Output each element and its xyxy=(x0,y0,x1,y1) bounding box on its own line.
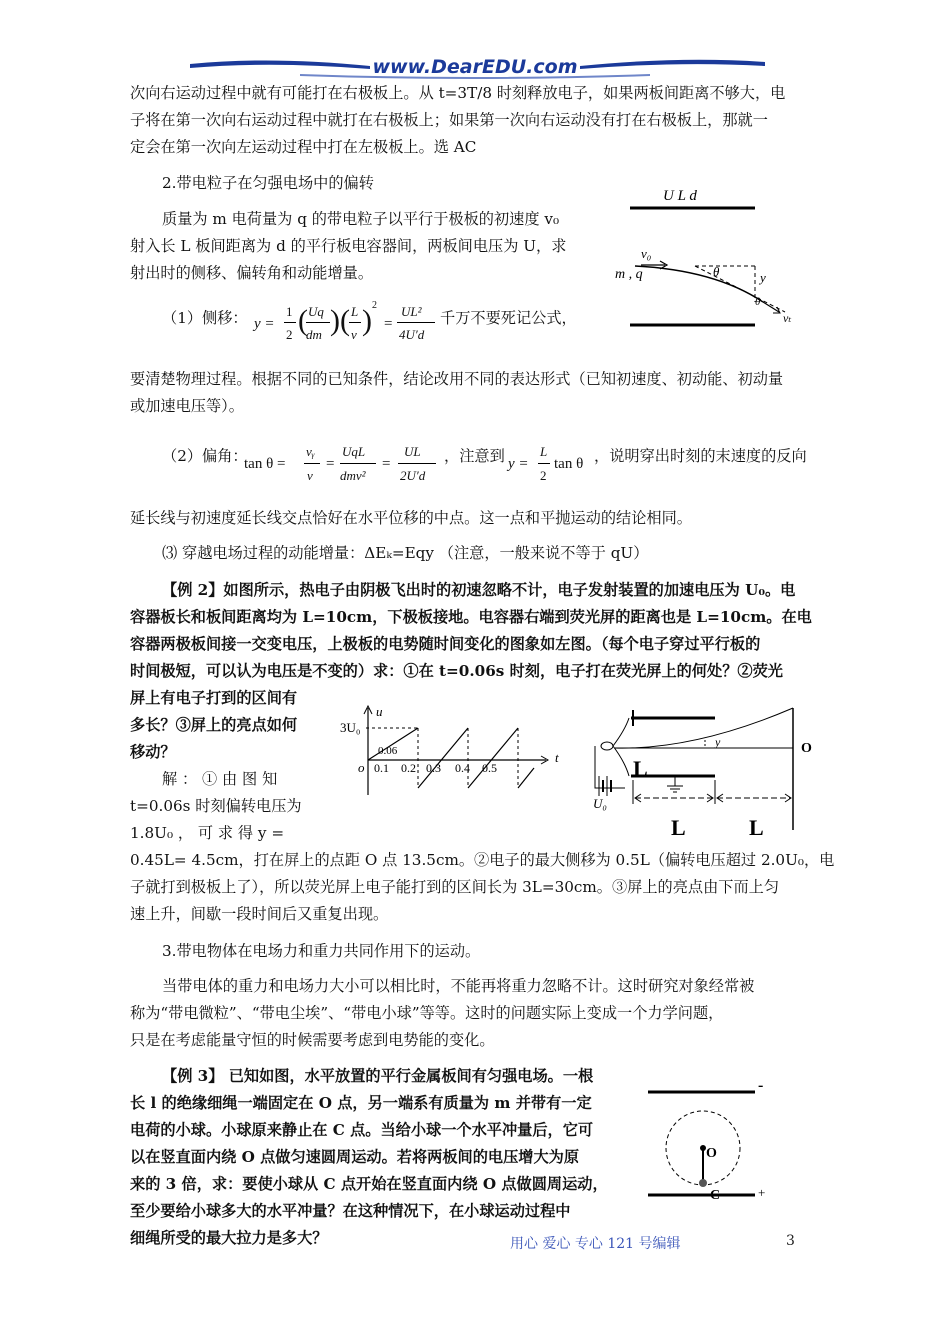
x-tick-label: 0.3 xyxy=(426,761,441,775)
example2-line: 移动？ xyxy=(130,743,176,761)
O-label: O xyxy=(706,1146,717,1161)
y-axis-label: u xyxy=(376,704,383,719)
item2-mid: ，注意到 xyxy=(444,447,505,465)
x-tick-label: 0.5 xyxy=(482,761,497,775)
C-label: C xyxy=(710,1188,721,1203)
v0-label: v₀ xyxy=(641,246,652,261)
paragraph-line: 射入长 L 板间距离为 d 的平行板电容器间，两板间电压为 U，求 xyxy=(130,237,567,255)
y-label: y xyxy=(760,270,766,285)
intro-line: 定会在第一次向左运动过程中打在左极板上。选 AC xyxy=(130,138,477,156)
paragraph-line: 只是在考虑能量守恒的时候需要考虑到电势能的变化。 xyxy=(130,1031,495,1049)
item2-label: （2）偏角： xyxy=(162,447,248,465)
item3-line: ⑶ 穿越电场过程的动能增量：ΔEₖ=Eqy （注意，一般来说不等于 qU） xyxy=(162,544,649,562)
vt-label: vₜ xyxy=(783,311,792,325)
section-heading: 2.带电粒子在匀强电场中的偏转 xyxy=(162,174,374,192)
x-tick-label: 0.2 xyxy=(401,761,416,775)
solution-line: 解 ： ① 由 图 知 xyxy=(162,770,278,788)
y-tick-label: 3U₀ xyxy=(340,720,361,735)
x-tick-label: 0.1 xyxy=(374,761,389,775)
item2-tail: ，说明穿出时刻的末速度的反向 xyxy=(594,447,807,465)
cathode-icon xyxy=(601,742,613,750)
screen-O-label: O xyxy=(801,741,812,756)
electron-path xyxy=(615,708,793,748)
origin-label: o xyxy=(358,760,365,775)
example3-line: 【例 3】 已知如图，水平放置的平行金属板间有匀强电场。一根 xyxy=(162,1067,594,1085)
ball-icon xyxy=(699,1179,707,1187)
x-axis-label: t xyxy=(555,750,559,765)
plus-sign: + xyxy=(758,1185,766,1200)
solution-line: 1.8U₀ ， 可 求 得 y = xyxy=(130,824,285,842)
section-heading: 3.带电物体在电场力和重力共同作用下的运动。 xyxy=(162,942,481,960)
solution-line: 子就打到极板上了），所以荧光屏上电子能打到的区间长为 3L=30cm。③屏上的亮点由下而上匀 xyxy=(130,878,780,896)
x-tick-label: 0.4 xyxy=(455,761,470,775)
paragraph-line: 延长线与初速度延长线交点恰好在水平位移的中点。这一点和平抛运动的结论相同。 xyxy=(130,509,692,527)
diagram-top-label: U L d xyxy=(663,188,697,204)
sawtooth-wave xyxy=(368,728,534,788)
paragraph-line: 或加速电压等）。 xyxy=(130,397,244,415)
solution-line: 0.45L= 4.5cm，打在屏上的点距 O 点 13.5cm。②电子的最大侧移为 0.5L（偏转电压超过 2.0U₀，电 xyxy=(130,851,835,869)
intro-line: 子将在第一次向右运动过程中就打在右极板上；如果第一次向右运动没有打在右极板上，那就一 xyxy=(130,111,768,129)
paragraph-line: 称为“带电微粒”、“带电尘埃”、“带电小球”等等。这时的问题实际上变成一个力学问题， xyxy=(130,1004,724,1022)
example3-line: 长 l 的绝缘细绳一端固定在 O 点，另一端系有质量为 m 并带有一定 xyxy=(130,1094,592,1112)
footer-note: 用心 爱心 专心 121 号编辑 xyxy=(510,1236,681,1252)
page-number: 3 xyxy=(786,1233,795,1249)
L-label: L xyxy=(633,756,648,781)
formula-midpoint: y = L 2 tan θ xyxy=(508,444,584,483)
paragraph-line: 射出时的侧移、偏转角和动能增量。 xyxy=(130,264,373,282)
intro-line: 次向右运动过程中就有可能打在右极板上。从 t=3T/8 时刻释放电子，如果两板间距离不够大，电 xyxy=(130,84,786,102)
theta-label: θ xyxy=(713,264,720,279)
paragraph-line: 当带电体的重力和电场力大小可以相比时，不能再将重力忽略不计。这时研究对象经常被 xyxy=(162,977,755,995)
L-label: L xyxy=(749,815,764,840)
formula-angle: tan θ = vᵧ v = UqL dmv² = UL 2U′d xyxy=(244,440,444,494)
example2-line: 时间极短，可以认为电压是不变的）求：①在 t=0.06s 时刻，电子打在荧光屏上的何处？②荧光 xyxy=(130,662,783,680)
pendulum-field-diagram xyxy=(640,1070,780,1205)
u0-label: U₀ xyxy=(593,796,607,811)
example2-line: 容器两极板间接一交变电压，上极板的电势随时间变化的图象如左图。（每个电子穿过平行板的 xyxy=(130,635,761,653)
example2-line: 【例 2】如图所示，热电子由阴极飞出时的初速忽略不计，电子发射装置的加速电压为 U₀。电 xyxy=(162,581,796,599)
header-url[interactable]: www.DearEDU.com xyxy=(372,56,578,78)
voltage-time-graph xyxy=(338,700,568,798)
solution-line: t=0.06s 时刻偏转电压为 xyxy=(130,797,302,815)
example3-line: 以在竖直面内绕 O 点做匀速圆周运动。若将两板间的电压增大为原 xyxy=(130,1148,580,1166)
example3-line: 至少要给小球多大的水平冲量？在这种情况下，在小球运动过程中 xyxy=(130,1202,571,1220)
example3-line: 细绳所受的最大拉力是多大？ xyxy=(130,1229,328,1247)
theta2-label: θ xyxy=(755,296,761,308)
example2-line: 多长？③屏上的亮点如何 xyxy=(130,716,298,734)
formula-displacement: y = 1 2 ( Uq dm ) ( L v ) 2 = UL² 4U′d xyxy=(254,300,444,356)
electron-apparatus-diagram xyxy=(585,700,815,840)
mq-label: m , q xyxy=(615,267,643,282)
y-label: y xyxy=(715,735,721,749)
example3-line: 电荷的小球。小球原来静止在 C 点。当给小球一个水平冲量后，它可 xyxy=(130,1121,594,1139)
item1-label: （1）侧移： xyxy=(162,309,248,327)
paragraph-line: 要清楚物理过程。根据不同的已知条件，结论改用不同的表达形式（已知初速度、初动能、初动量 xyxy=(130,370,784,388)
deflection-diagram xyxy=(605,182,805,337)
item1-note: 千万不要死记公式， xyxy=(440,309,577,327)
solution-line: 速上升，间歇一段时间后又重复出现。 xyxy=(130,905,389,923)
L-label: L xyxy=(671,815,686,840)
trajectory-path xyxy=(635,266,763,302)
example2-line: 容器板长和板间距离均为 L=10cm，下极板接地。电容器右端到荧光屏的距离也是 L=10cm。在电 xyxy=(130,608,812,626)
t006-label: 0.06 xyxy=(378,745,398,757)
example3-line: 来的 3 倍，求：要使小球从 C 点开始在竖直面内绕 O 点做圆周运动， xyxy=(130,1175,608,1193)
example2-line: 屏上有电子打到的区间有 xyxy=(130,689,298,707)
minus-sign: - xyxy=(758,1077,764,1094)
paragraph-line: 质量为 m 电荷量为 q 的带电粒子以平行于极板的初速度 v₀ xyxy=(162,210,560,228)
